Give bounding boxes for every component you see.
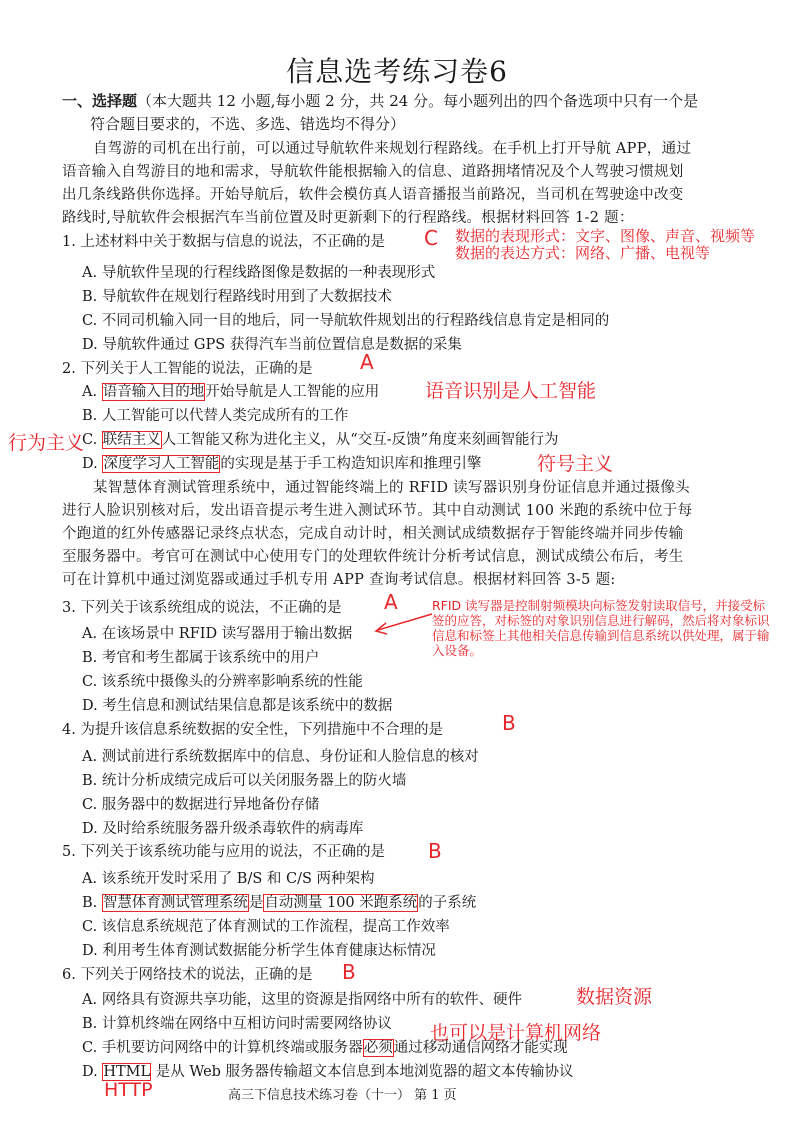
question-6-option-a: A. 网络具有资源共享功能，这里的资源是指网络中所有的软件、硬件 (82, 992, 523, 1008)
question-2-stem: 2. 下列关于人工智能的说法，正确的是 (62, 361, 313, 377)
section-description: （本大题共 12 小题,每小题 2 分，共 24 分。每小题列出的四个备选项中只有一个是 (137, 92, 699, 110)
question-2-note-a: 语音识别是人工智能 (425, 380, 597, 402)
question-3-option-c: C. 该系统中摄像头的分辨率影响系统的性能 (82, 674, 363, 690)
question-6-option-d (82, 1060, 574, 1081)
question-6-option-c (82, 1036, 568, 1057)
question-2-option-b: B. 人工智能可以代替人类完成所有的工作 (82, 408, 349, 424)
option-prefix: D. (82, 1064, 103, 1080)
question-1-option-c: C. 不同司机输入同一目的地后，同一导航软件规划出的行程路线信息肯定是相同的 (82, 313, 610, 329)
question-5-option-c: C. 该信息系统规范了体育测试的工作流程，提高工作效率 (82, 919, 450, 935)
question-4-answer: B (502, 711, 516, 735)
question-3-option-a: A. 在该场景中 RFID 读写器用于输出数据 (82, 626, 353, 642)
question-5-stem: 5. 下列关于该系统功能与应用的说法，不正确的是 (62, 844, 385, 860)
question-1-stem: 1. 上述材料中关于数据与信息的说法，不正确的是 (62, 234, 385, 250)
passage2-line: 可在计算机中通过浏览器或通过手机专用 APP 查询考试信息。根据材料回答 3-5 题: (62, 572, 616, 588)
highlight-box: HTML (103, 1064, 151, 1080)
question-4-option-b: B. 统计分析成绩完成后可以关闭服务器上的防火墙 (82, 773, 407, 789)
question-4-option-c: C. 服务器中的数据进行异地备份存储 (82, 797, 320, 813)
question-2-option-c (82, 428, 559, 449)
question-3-option-b: B. 考官和考生都属于该系统中的用户 (82, 650, 320, 666)
option-text: 开始导航是人工智能的应用 (205, 384, 380, 400)
question-6-stem: 6. 下列关于网络技术的说法，正确的是 (62, 967, 313, 983)
question-5-answer: B (428, 839, 442, 863)
highlight-box: 必须 (363, 1040, 393, 1056)
option-text: 人工智能又称为进化主义，从“交互-反馈”角度来刻画智能行为 (161, 432, 559, 448)
passage1-line: 语音输入自驾游目的地和需求，导航软件能根据输入的信息、道路拥堵情况及个人驾驶习惯规划 (62, 164, 684, 180)
question-3-option-d: D. 考生信息和测试结果信息都是该系统中的数据 (82, 698, 393, 714)
highlight-box: 联结主义 (102, 432, 161, 448)
question-5-option-b (82, 891, 476, 912)
section-description-2: 符合题目要求的，不选、多选、错选均不得分） (90, 115, 406, 133)
question-1-option-a: A. 导航软件呈现的行程线路图像是数据的一种表现形式 (82, 265, 436, 281)
question-2-note-d: 符号主义 (537, 453, 614, 475)
question-3-stem: 3. 下列关于该系统组成的说法，不正确的是 (62, 600, 342, 616)
question-2-option-a (82, 380, 379, 401)
passage2-line: 个跑道的红外传感器记录终点状态，完成自动计时，相关测试成绩数据存于智能终端并同步传输 (62, 526, 684, 542)
option-text: 通过移动通信网络才能实现 (393, 1040, 568, 1056)
question-1-note-2: 数据的表达方式：网络、广播、电视等 (455, 244, 711, 262)
option-prefix: B. (82, 895, 102, 911)
highlight-box: 自动测量 100 米跑系统 (264, 895, 418, 911)
question-5-option-d: D. 利用考生体育测试数据能分析学生体育健康达标情况 (82, 943, 436, 959)
question-1-option-b: B. 导航软件在规划行程路线时用到了大数据技术 (82, 289, 392, 305)
question-1-note-1: 数据的表现形式：文字、图像、声音、视频等 (455, 227, 756, 245)
passage1-line: 路线时,导航软件会根据汽车当前位置及时更新剩下的行程路线。根据材料回答 1-2 题： (62, 210, 634, 226)
question-3-note: RFID 读写器是控制射频模块向标签发射读取信号，并接受标签的应答，对标签的对象识别信息进行解码，然后将对象标识信息和标签上其他相关信息传输到信息系统以供处理，属于输入设备。 (432, 598, 770, 658)
passage1-line: 出几条线路供你选择。开始导航后，软件会模仿真人语音播报当前路况，当司机在驾驶途中改变 (62, 187, 684, 203)
highlight-box: 深度学习人工智能 (103, 456, 220, 472)
section-heading (62, 90, 698, 111)
passage2-line: 至服务器中。考官可在测试中心使用专门的处理软件统计分析考试信息，测试成绩公布后，考生 (62, 549, 684, 565)
question-3-answer: A (384, 590, 398, 614)
question-6-answer: B (342, 960, 356, 984)
passage1-line: 自驾游的司机在出行前，可以通过导航软件来规划行程路线。在手机上打开导航 APP，通过 (93, 141, 692, 157)
arrow-icon (370, 610, 440, 640)
option-prefix: D. (82, 456, 103, 472)
question-2-answer: A (360, 350, 374, 374)
question-5-option-a: A. 该系统开发时采用了 B/S 和 C/S 两种架构 (82, 871, 375, 887)
question-4-stem: 4. 为提升该信息系统数据的安全性，下列措施中不合理的是 (62, 722, 443, 738)
page-title: 信息选考练习卷6 (286, 55, 508, 88)
section-label: 一、选择题 (62, 92, 138, 110)
question-6-note-d: HTTP (104, 1079, 153, 1101)
passage2-line: 某智慧体育测试管理系统中，通过智能终端上的 RFID 读写器识别身份证信息并通过摄像头 (93, 480, 690, 496)
passage2-line: 进行人脸识别核对后，发出语音提示考生进入测试环节。其中自动测试 100 米跑的系统中位于每 (62, 503, 693, 519)
question-4-option-d: D. 及时给系统服务器升级杀毒软件的病毒库 (82, 821, 364, 837)
question-1-option-d: D. 导航软件通过 GPS 获得汽车当前位置信息是数据的采集 (82, 337, 462, 353)
option-prefix: C. (82, 432, 102, 448)
option-text: 是 (248, 895, 264, 911)
highlight-box: 语音输入目的地 (102, 384, 205, 400)
option-text: 是从 Web 服务器传输超文本信息到本地浏览器的超文本传输协议 (151, 1064, 574, 1080)
question-2-option-d (82, 452, 481, 473)
option-prefix: A. (82, 384, 102, 400)
page-footer: 高三下信息技术练习卷（十一） 第 1 页 (228, 1088, 457, 1103)
question-2-note-c: 行为主义 (8, 432, 85, 454)
option-text: 的子系统 (418, 895, 477, 911)
question-4-option-a: A. 测试前进行系统数据库中的信息、身份证和人脸信息的核对 (82, 749, 479, 765)
option-text: 的实现是基于手工构造知识库和推理引擎 (220, 456, 482, 472)
question-6-option-b: B. 计算机终端在网络中互相访问时需要网络协议 (82, 1016, 392, 1032)
question-1-answer: C (424, 226, 438, 250)
option-text: C. 手机要访问网络中的计算机终端或服务器 (82, 1040, 363, 1056)
highlight-box: 智慧体育测试管理系统 (102, 895, 248, 911)
question-6-note-a: 数据资源 (576, 986, 653, 1008)
question-6-note-c: 也可以是计算机网络 (430, 1022, 602, 1044)
